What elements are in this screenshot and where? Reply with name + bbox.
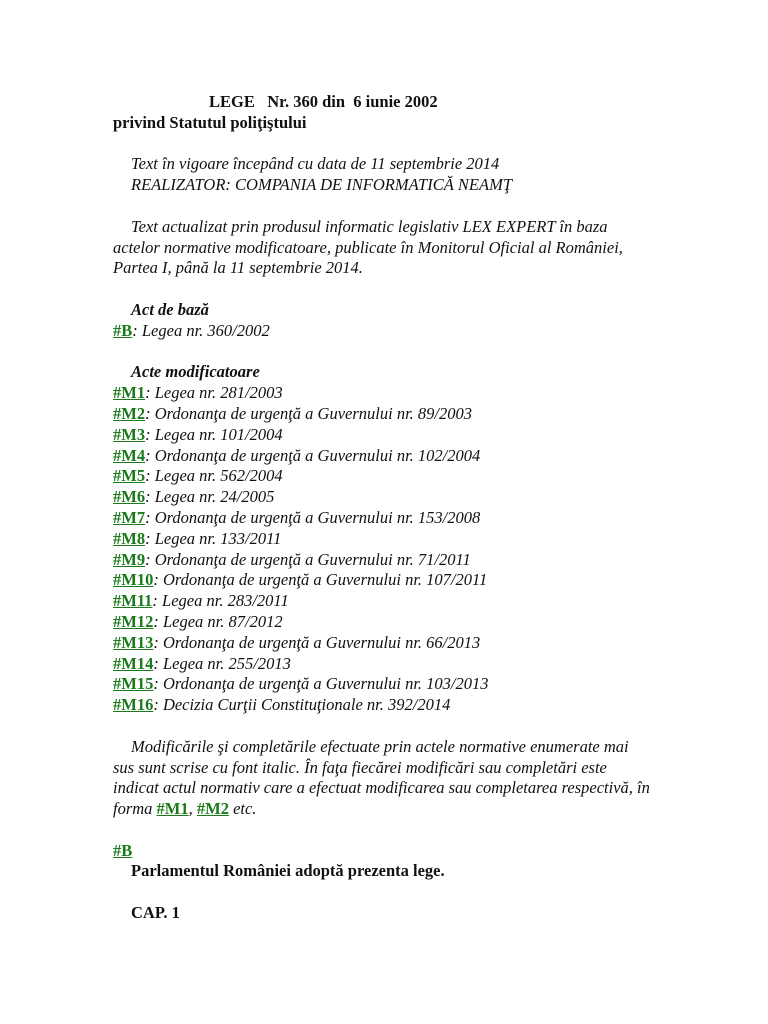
modifying-act-link[interactable]: #M1 <box>113 383 146 403</box>
modifying-acts-heading: Acte modificatoare <box>131 362 260 382</box>
validity-text: Text în vigoare începând cu data de 11 septembrie 2014 <box>131 154 500 174</box>
modifying-act-item <box>113 570 653 591</box>
modifying-act-link[interactable]: #M15 <box>113 674 154 694</box>
notice-separator: , <box>188 799 197 819</box>
modifying-act-link[interactable]: #M16 <box>113 695 154 715</box>
modifying-act-item <box>113 550 653 571</box>
modifying-act-text: : Legea nr. 283/2011 <box>152 591 289 611</box>
modifying-act-item <box>113 529 653 550</box>
modifying-act-text: : Legea nr. 133/2011 <box>145 528 282 548</box>
modifying-act-link[interactable]: #M13 <box>113 632 154 652</box>
modifying-act-item <box>113 466 653 487</box>
modifying-act-link[interactable]: #M10 <box>113 570 154 590</box>
modifying-act-text: : Ordonanţa de urgenţă a Guvernului nr. 107/2011 <box>153 570 488 590</box>
modifying-act-item <box>113 591 653 612</box>
modifying-act-text: : Decizia Curţii Constituţionale nr. 392/2014 <box>153 695 451 715</box>
notice-text: Modificările şi completările efectuate prin actele normative enumerate mai sus sunt scrise cu font italic. În faţa fiecărei modificări sau completări este indicat actul normativ care a efectuat modificarea sau completarea respectivă, în forma <box>113 736 650 819</box>
body-code <box>113 841 653 862</box>
modifying-act-link[interactable]: #M6 <box>113 487 146 507</box>
modifying-act-link[interactable]: #M4 <box>113 445 146 465</box>
modifying-act-link[interactable]: #M14 <box>113 653 154 673</box>
modifying-act-text: : Legea nr. 87/2012 <box>153 611 283 631</box>
document-body <box>113 92 653 924</box>
modifying-act-link[interactable]: #M12 <box>113 611 154 631</box>
modifying-act-text: : Legea nr. 24/2005 <box>145 487 275 507</box>
modifying-act-item <box>113 612 653 633</box>
modifying-act-text: : Ordonanţa de urgenţă a Guvernului nr. 89/2003 <box>145 403 473 423</box>
notice-ref-m2[interactable]: #M2 <box>196 799 229 819</box>
modifying-act-item <box>113 383 653 404</box>
modifying-act-item <box>113 487 653 508</box>
adopt-line: Parlamentul României adoptă prezenta lege. <box>131 861 445 881</box>
modifying-act-item <box>113 654 653 675</box>
law-subtitle: privind Statutul poliţiştului <box>113 112 307 132</box>
modifying-act-text: : Ordonanţa de urgenţă a Guvernului nr. 103/2013 <box>153 674 489 694</box>
base-act-link[interactable]: #B <box>113 320 133 340</box>
modifying-act-text: : Ordonanţa de urgenţă a Guvernului nr. 102/2004 <box>145 445 481 465</box>
base-act-item <box>113 321 653 342</box>
modifying-act-text: : Legea nr. 562/2004 <box>145 466 283 486</box>
modifying-act-text: : Legea nr. 281/2003 <box>145 383 283 403</box>
modifying-act-link[interactable]: #M3 <box>113 424 146 444</box>
chapter-heading: CAP. 1 <box>131 903 180 923</box>
modifying-act-text: : Ordonanţa de urgenţă a Guvernului nr. 66/2013 <box>153 632 481 652</box>
modifying-act-text: : Legea nr. 255/2013 <box>153 653 291 673</box>
modifying-act-item <box>113 446 653 467</box>
body-code-link[interactable]: #B <box>113 840 133 860</box>
base-act-text: : Legea nr. 360/2002 <box>132 320 270 340</box>
notice-suffix: etc. <box>228 799 257 819</box>
modifying-act-link[interactable]: #M7 <box>113 507 146 527</box>
modifying-act-link[interactable]: #M5 <box>113 466 146 486</box>
modifying-act-item <box>113 508 653 529</box>
notice-ref-m1[interactable]: #M1 <box>156 799 189 819</box>
modifying-act-link[interactable]: #M9 <box>113 549 146 569</box>
producer-text: REALIZATOR: COMPANIA DE INFORMATICĂ NEAMŢ <box>131 175 513 195</box>
modifying-act-item <box>113 633 653 654</box>
modifying-act-link[interactable]: #M2 <box>113 403 146 423</box>
modifying-act-item <box>113 404 653 425</box>
modifying-act-link[interactable]: #M11 <box>113 591 153 611</box>
intro-paragraph: Text actualizat prin produsul informatic legislativ LEX EXPERT în baza actelor normative modificatoare, publicate în Monitorul Oficial al României, Partea I, până la 11 septembrie 2014. <box>113 216 623 278</box>
modifying-act-text: : Legea nr. 101/2004 <box>145 424 283 444</box>
modifying-act-item <box>113 425 653 446</box>
law-title: LEGE Nr. 360 din 6 iunie 2002 <box>209 92 438 111</box>
modifying-act-item <box>113 674 653 695</box>
notice-paragraph <box>113 737 653 820</box>
modifying-act-link[interactable]: #M8 <box>113 528 146 548</box>
modifying-act-text: : Ordonanţa de urgenţă a Guvernului nr. 153/2008 <box>145 507 481 527</box>
modifying-act-item <box>113 695 653 716</box>
modifying-acts-list <box>113 383 653 716</box>
modifying-act-text: : Ordonanţa de urgenţă a Guvernului nr. 71/2011 <box>145 549 471 569</box>
base-act-heading: Act de bază <box>131 299 209 319</box>
